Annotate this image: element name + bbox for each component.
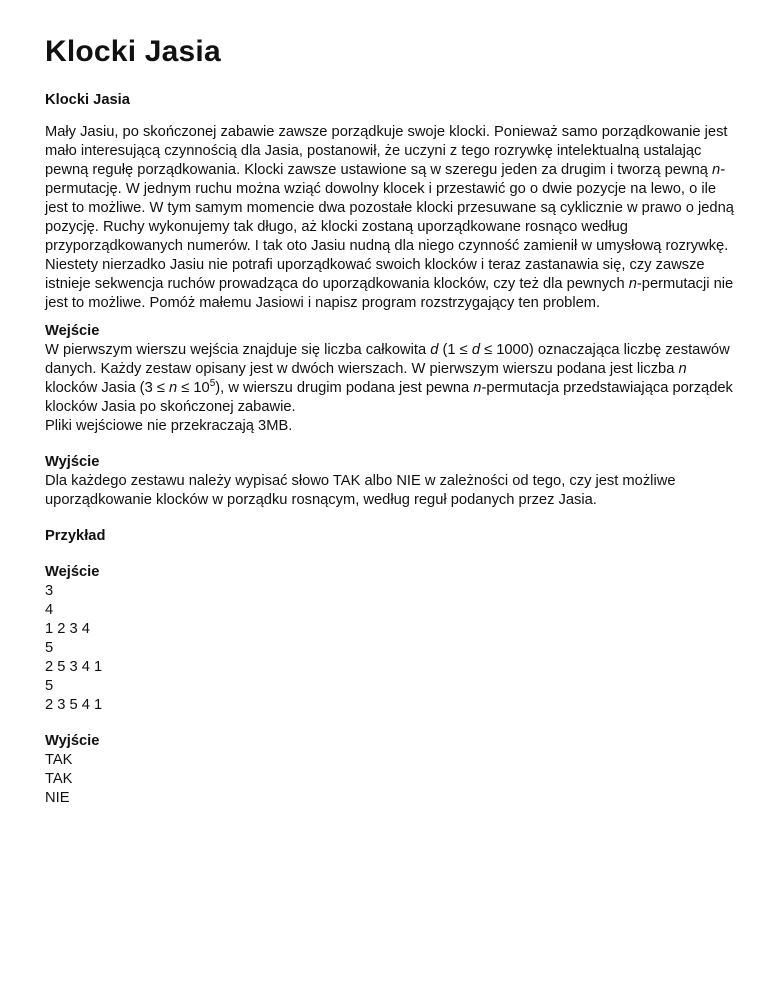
input-text-2: (1 ≤ — [438, 342, 472, 358]
example-output-line: NIE — [45, 790, 70, 806]
page-title: Klocki Jasia — [45, 35, 221, 68]
example-input-line: 5 — [45, 640, 54, 656]
input-text-3: ≤ 1000) oznaczająca liczbę zestawów danych. Każdy zestaw opisany jest w dwóch wierszach. W pierwszym wierszu podana jest liczba — [45, 342, 730, 377]
input-italic-2: d — [471, 342, 480, 358]
description-italic-2: n — [628, 276, 637, 292]
example-output-line: TAK — [45, 771, 73, 787]
example-output — [45, 732, 735, 808]
example-input-line: 4 — [45, 602, 54, 618]
problem-subtitle: Klocki Jasia — [45, 92, 130, 108]
input-italic-5: n — [473, 380, 482, 396]
output-description: Dla każdego zestawu należy wypisać słowo TAK albo NIE w zależności od tego, czy jest możliwe uporządkowanie klocków w porządku rosnącym, według reguł podanych przez Jasia. — [45, 473, 676, 508]
output-section-label: Wyjście — [45, 454, 100, 470]
problem-description — [45, 123, 735, 313]
example-input-line: 2 3 5 4 1 — [45, 697, 103, 713]
example-input-line: 2 5 3 4 1 — [45, 659, 103, 675]
example-output-label: Wyjście — [45, 733, 100, 749]
example-input-line: 1 2 3 4 — [45, 621, 90, 637]
example-input-label: Wejście — [45, 564, 100, 580]
example-output-line: TAK — [45, 752, 73, 768]
input-italic-1: d — [430, 342, 439, 358]
example-input-line: 5 — [45, 678, 54, 694]
example-input — [45, 563, 735, 715]
input-text-7: -permutacja przedstawiająca porządek klocków Jasia po skończonej zabawie. — [45, 380, 733, 415]
example-input-line: 3 — [45, 583, 54, 599]
input-italic-3: n — [678, 361, 687, 377]
input-text-4: klocków Jasia (3 ≤ — [45, 380, 169, 396]
input-text-5: ≤ 10 — [177, 380, 210, 396]
description-text-1: Mały Jasiu, po skończonej zabawie zawsze porządkuje swoje klocki. Ponieważ samo porządkowanie jest mało interesującą czynnością dla Jasia, postanowił, że uczyni z tego rozrywkę intelektualną ustalając pewną regułę porządkowania. Klocki zawsze ustawione są w szeregu jeden za drugim i tworzą pewną — [45, 124, 728, 178]
input-text-6: ), w wierszu drugim podana jest pewna — [215, 380, 474, 396]
input-section — [45, 322, 735, 436]
description-text-2: -permutację. W jednym ruchu można wziąć dowolny klocek i przestawić go o dwie pozycje na lewo, o ile jest to możliwe. W tym samym momencie dwa pozostałe klocki przesuwane są cyklicznie w prawo o jedną pozycję. Ruchy wykonujemy tak długo, aż klocki zostaną uporządkowane rosnąco według przyporządkowanych numerów. I tak oto Jasiu nudną dla niego czynność zamienił w umysłową rozrywkę. Niestety nierzadko Jasiu nie potrafi uporządkować swoich klocków i teraz zastanawia się, czy zawsze istnieje sekwencja ruchów prowadząca do uporządkowania klocków, czy też dla pewnych — [45, 162, 734, 292]
input-superscript: 5 — [209, 378, 216, 390]
output-section — [45, 453, 735, 510]
input-limit: Pliki wejściowe nie przekraczają 3MB. — [45, 418, 293, 434]
input-italic-4: n — [168, 380, 178, 396]
problem-content — [45, 91, 735, 825]
input-text-1: W pierwszym wierszu wejścia znajduje się liczba całkowita — [45, 342, 431, 358]
example-heading: Przykład — [45, 528, 106, 544]
description-italic-1: n — [712, 162, 721, 178]
description-text-3: -permutacji nie jest to możliwe. Pomóż małemu Jasiowi i napisz program rozstrzygający ten problem. — [45, 276, 734, 311]
input-section-label: Wejście — [45, 323, 100, 339]
